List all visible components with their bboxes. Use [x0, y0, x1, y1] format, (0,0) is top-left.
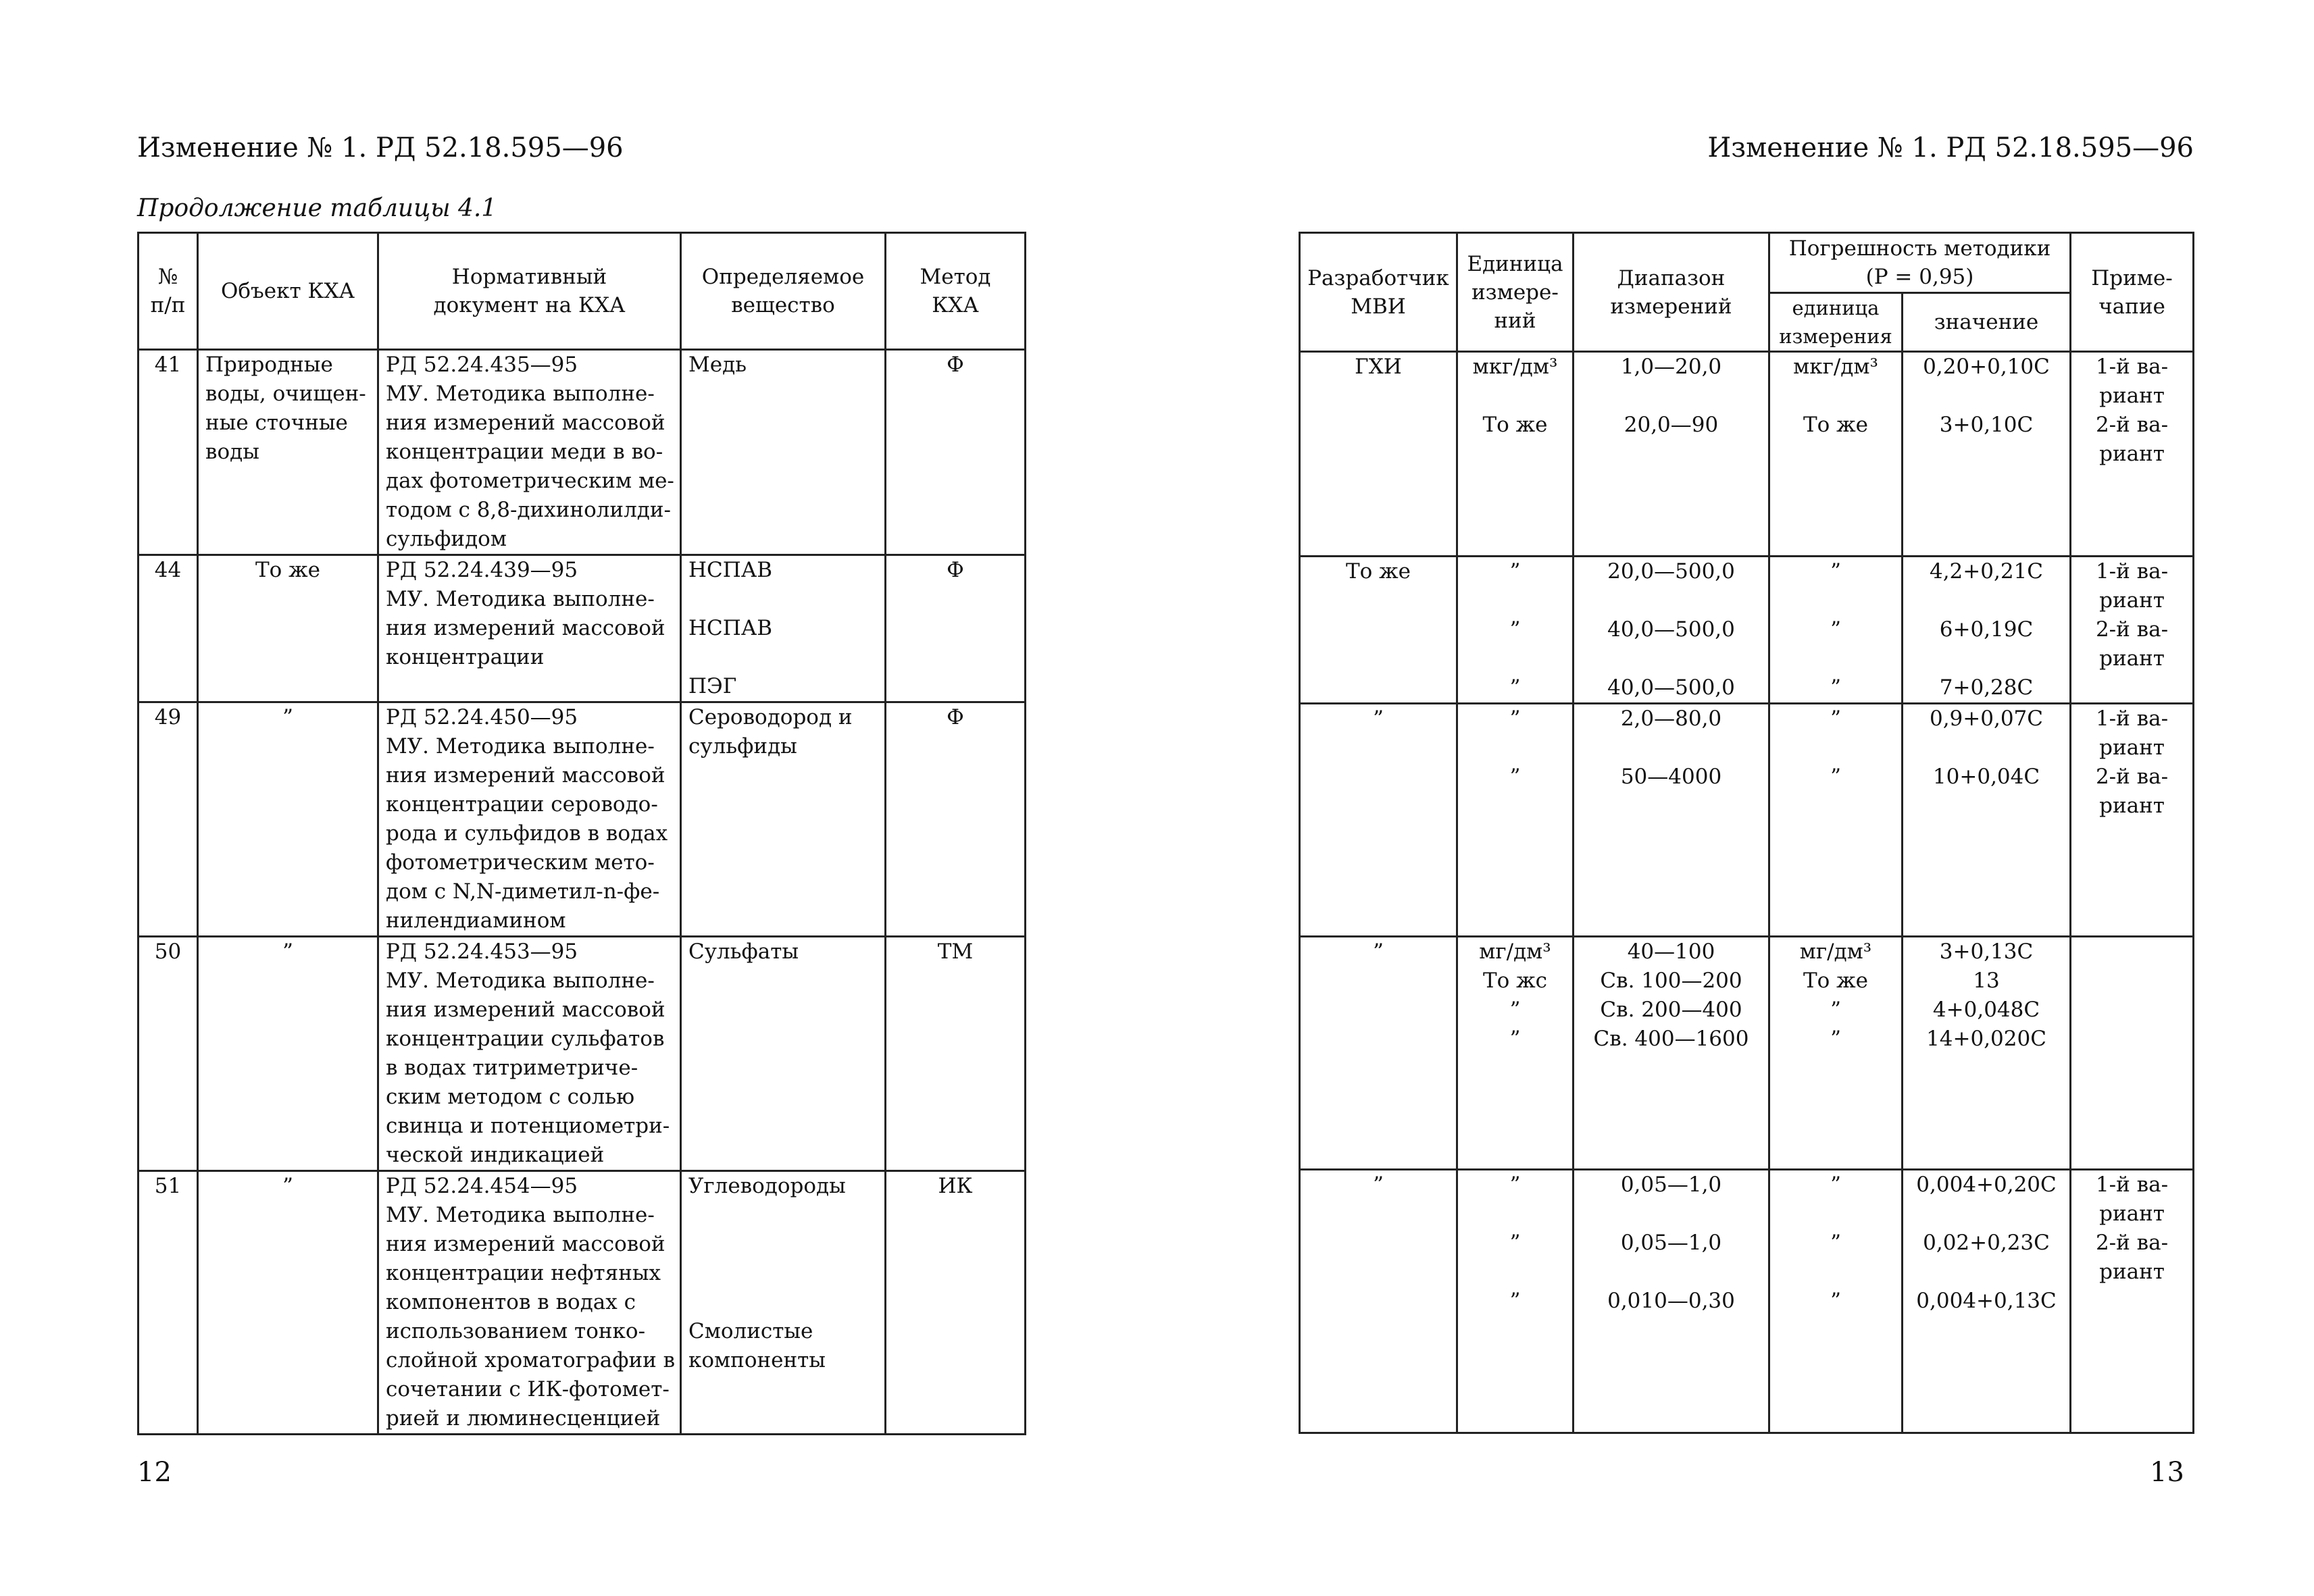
cell-unit-line: ” — [1509, 559, 1521, 584]
cell-error-value-line — [1910, 644, 2063, 673]
cell-error-value-line: 14+0,020C — [1926, 1027, 2046, 1051]
cell-error-value-line: 0,02+0,23C — [1923, 1231, 2050, 1255]
cell-substance-line — [688, 1201, 878, 1230]
cell-unit-line — [1465, 644, 1565, 673]
cell-object-line: воды, очищен- — [205, 382, 366, 406]
cell-range-line — [1581, 644, 1761, 673]
cell-note — [2071, 937, 2194, 1170]
cell-range — [1574, 937, 1769, 1170]
cell-note — [2071, 557, 2194, 704]
cell-error-unit-line: ” — [1830, 1231, 1841, 1255]
cell-doc-line: рией и люминесценцией — [386, 1406, 661, 1431]
cell-error-value — [1903, 937, 2071, 1170]
cell-range-line: 0,05—1,0 — [1620, 1231, 1722, 1255]
cell-object-line: ные сточные — [205, 411, 348, 435]
right-table — [1299, 232, 2194, 1434]
header-num-line: п/п — [150, 293, 186, 317]
cell-doc-line: слойной хроматографии в — [386, 1348, 676, 1372]
cell-doc-line: концентрации сульфатов — [386, 1027, 665, 1051]
cell-error-unit — [1769, 557, 1903, 704]
header-error — [1769, 233, 2071, 293]
header-range-line: Диапазон — [1617, 265, 1726, 290]
cell-error-unit-line: мг/дм³ — [1799, 939, 1872, 964]
cell-error-value-line: 7+0,28C — [1939, 675, 2034, 700]
cell-error-value-line: 0,004+0,20C — [1916, 1173, 2057, 1197]
cell-error-value — [1903, 557, 2071, 704]
cell-doc-line: нилендиамином — [386, 908, 566, 933]
cell-unit-line: ” — [1509, 1289, 1521, 1313]
cell-object — [198, 937, 378, 1171]
cell-unit-line — [1465, 382, 1565, 411]
cell-unit-line: ” — [1509, 706, 1521, 731]
cell-object — [198, 1171, 378, 1435]
cell-error-value-line: 0,9+0,07C — [1929, 706, 2044, 731]
cell-doc — [378, 1171, 681, 1435]
cell-substance-line: Смолистые — [688, 1319, 813, 1343]
cell-developer-line: ГХИ — [1355, 355, 1402, 379]
cell-error-value-line: 10+0,04C — [1932, 765, 2040, 789]
left-table — [137, 232, 1026, 1435]
cell-note-line: 2-й ва- — [2095, 413, 2169, 437]
cell-object-line: ” — [282, 939, 293, 964]
cell-note-line: риант — [2099, 646, 2165, 671]
header-doc-line: документ на КХА — [433, 293, 626, 317]
cell-object-line: ” — [282, 705, 293, 729]
cell-doc-line: ским методом с солью — [386, 1085, 635, 1109]
header-note — [2071, 233, 2194, 352]
cell-doc-line: дом с N,N-диметил-n-фе- — [386, 879, 660, 904]
cell-method-text: ТМ — [937, 939, 974, 964]
cell-doc-line: ния измерений массовой — [386, 998, 665, 1022]
cell-doc-line: МУ. Методика выполне- — [386, 734, 655, 758]
header-doc — [378, 233, 681, 350]
cell-substance-line: Сульфаты — [688, 939, 799, 964]
cell-unit-line: ” — [1509, 675, 1521, 700]
cell-note-line: 1-й ва- — [2095, 559, 2169, 584]
cell-note-line: 1-й ва- — [2095, 355, 2169, 379]
cell-error-value-line: 13 — [1973, 969, 2000, 993]
cell-num-text: 51 — [154, 1174, 182, 1198]
cell-substance-line: Углеводороды — [688, 1174, 846, 1198]
cell-method — [886, 937, 1026, 1171]
cell-error-unit-line — [1777, 733, 1894, 763]
cell-num — [139, 350, 198, 555]
header-substance-line: вещество — [731, 293, 835, 317]
cell-error-unit-line: ” — [1830, 1173, 1841, 1197]
table-row — [139, 702, 1026, 937]
cell-unit — [1457, 704, 1574, 937]
cell-developer-line: ” — [1373, 1173, 1384, 1197]
cell-range — [1574, 704, 1769, 937]
cell-error-unit-line — [1777, 644, 1894, 673]
table-row — [1300, 557, 2194, 704]
cell-substance-line: Медь — [688, 353, 747, 377]
cell-substance — [681, 937, 886, 1171]
cell-range-line: 20,0—500,0 — [1607, 559, 1735, 584]
cell-note-line: 2-й ва- — [2095, 765, 2169, 789]
cell-note-line: риант — [2099, 588, 2165, 613]
page-number-left: 12 — [137, 1457, 172, 1488]
header-object: Объект КХА — [198, 233, 378, 350]
cell-doc-line: ческой индикацией — [386, 1143, 605, 1167]
cell-note-line: 1-й ва- — [2095, 1173, 2169, 1197]
cell-doc-line: МУ. Методика выполне- — [386, 587, 655, 611]
cell-method-text: Ф — [947, 353, 964, 377]
cell-object — [198, 555, 378, 702]
table-row — [139, 350, 1026, 555]
cell-doc — [378, 555, 681, 702]
header-error-unit-line: измерения — [1779, 325, 1892, 348]
cell-note-line: риант — [2099, 442, 2165, 466]
cell-error-value-line: 4,2+0,21C — [1929, 559, 2044, 584]
cell-error-value-line: 4+0,048C — [1932, 998, 2040, 1022]
cell-doc-line: дах фотометрическим ме- — [386, 469, 674, 493]
page-header-left: Изменение № 1. РД 52.18.595—96 — [137, 132, 624, 163]
cell-doc-line: рода и сульфидов в водах — [386, 821, 668, 846]
cell-error-unit-line — [1777, 1200, 1894, 1229]
page-header-right: Изменение № 1. РД 52.18.595—96 — [1707, 132, 2194, 163]
cell-error-unit-line: ” — [1830, 998, 1841, 1022]
header-substance — [681, 233, 886, 350]
cell-error-unit-line: ” — [1830, 675, 1841, 700]
cell-error-unit-line: ” — [1830, 765, 1841, 789]
cell-range-line: 0,010—0,30 — [1607, 1289, 1735, 1313]
cell-error-unit-line: ” — [1830, 706, 1841, 731]
cell-error-value-line: 0,20+0,10C — [1923, 355, 2050, 379]
cell-substance-line: ПЭГ — [688, 674, 737, 698]
cell-substance-line: НСПАВ — [688, 616, 773, 640]
cell-substance-line — [688, 1259, 878, 1288]
cell-num-text: 41 — [154, 353, 182, 377]
cell-error-unit-line: ” — [1830, 617, 1841, 642]
table-caption: Продолжение таблицы 4.1 — [137, 195, 497, 222]
cell-range-line: 1,0—20,0 — [1620, 355, 1722, 379]
header-developer — [1300, 233, 1457, 352]
cell-range-line: 0,05—1,0 — [1620, 1173, 1722, 1197]
cell-object-line: Природные — [205, 353, 333, 377]
cell-developer-line: ” — [1373, 939, 1384, 964]
cell-method-text: Ф — [947, 558, 964, 582]
cell-error-value — [1903, 704, 2071, 937]
header-error-line: (P = 0,95) — [1865, 265, 1974, 289]
cell-note — [2071, 352, 2194, 557]
header-error-unit-line: единица — [1792, 297, 1880, 319]
cell-developer-line: То же — [1345, 559, 1411, 584]
cell-object-line: воды — [205, 440, 259, 464]
cell-developer — [1300, 352, 1457, 557]
cell-unit — [1457, 352, 1574, 557]
cell-num-text: 44 — [154, 558, 182, 582]
cell-error-unit-line — [1777, 1258, 1894, 1287]
cell-error-value — [1903, 1170, 2071, 1433]
table-row — [1300, 1170, 2194, 1433]
cell-unit-line: То же — [1482, 413, 1548, 437]
cell-method — [886, 555, 1026, 702]
cell-num — [139, 555, 198, 702]
header-unit — [1457, 233, 1574, 352]
cell-range-line: Св. 200—400 — [1600, 998, 1742, 1022]
cell-method-text: ИК — [938, 1174, 973, 1198]
cell-range-line — [1581, 382, 1761, 411]
cell-note-line: риант — [2099, 384, 2165, 408]
cell-developer — [1300, 704, 1457, 937]
cell-doc-line: РД 52.24.454—95 — [386, 1174, 578, 1198]
header-substance-line: Определяемое — [701, 265, 865, 289]
table-row — [139, 1171, 1026, 1435]
cell-substance-line — [688, 1230, 878, 1259]
cell-substance — [681, 555, 886, 702]
cell-error-unit-line — [1777, 586, 1894, 615]
cell-substance — [681, 350, 886, 555]
cell-substance-line — [688, 1288, 878, 1317]
cell-error-value-line: 6+0,19C — [1939, 617, 2034, 642]
cell-note-line: 1-й ва- — [2095, 706, 2169, 731]
cell-doc-line: фотометрическим мето- — [386, 850, 655, 875]
cell-range-line: 20,0—90 — [1624, 413, 1719, 437]
cell-range-line: Св. 400—1600 — [1593, 1027, 1749, 1051]
cell-doc-line: концентрации — [386, 645, 545, 669]
header-error-line: Погрешность методики — [1788, 236, 2051, 261]
cell-doc-line: концентрации нефтяных — [386, 1261, 661, 1285]
cell-doc-line: свинца и потенциометри- — [386, 1114, 670, 1138]
cell-doc-line: МУ. Методика выполне- — [386, 969, 655, 993]
cell-unit — [1457, 557, 1574, 704]
cell-substance — [681, 1171, 886, 1435]
cell-unit-line: мкг/дм³ — [1472, 355, 1558, 379]
cell-error-value-line: 0,004+0,13C — [1916, 1289, 2057, 1313]
cell-unit-line: ” — [1509, 1027, 1521, 1051]
cell-unit-line: ” — [1509, 998, 1521, 1022]
cell-error-value-line — [1910, 586, 2063, 615]
cell-method-text: Ф — [947, 705, 964, 729]
cell-range-line: 40—100 — [1627, 939, 1715, 964]
cell-error-value-line — [1910, 1200, 2063, 1229]
header-num — [139, 233, 198, 350]
header-unit-line: измере- — [1472, 280, 1559, 305]
cell-note — [2071, 1170, 2194, 1433]
cell-error-unit-line: ” — [1830, 559, 1841, 584]
cell-num — [139, 1171, 198, 1435]
cell-range — [1574, 557, 1769, 704]
table-row — [1300, 937, 2194, 1170]
cell-unit-line: ” — [1509, 617, 1521, 642]
cell-doc-line: сульфидом — [386, 527, 507, 551]
cell-doc-line: концентрации сероводо- — [386, 792, 658, 817]
header-developer-line: МВИ — [1351, 294, 1406, 319]
table-row — [1300, 704, 2194, 937]
cell-developer-line: ” — [1373, 706, 1384, 731]
table-row — [139, 937, 1026, 1171]
cell-substance — [681, 702, 886, 937]
cell-object — [198, 350, 378, 555]
cell-error-unit — [1769, 1170, 1903, 1433]
cell-note-line: 2-й ва- — [2095, 617, 2169, 642]
cell-note-line: риант — [2099, 1202, 2165, 1226]
cell-note — [2071, 704, 2194, 937]
cell-unit-line — [1465, 1200, 1565, 1229]
header-range-line: измерений — [1610, 294, 1732, 319]
cell-object-line: То же — [255, 558, 321, 582]
cell-doc-line: РД 52.24.435—95 — [386, 353, 578, 377]
table-row — [139, 555, 1026, 702]
page-number-right: 13 — [2150, 1457, 2184, 1488]
cell-error-unit-line: То же — [1803, 969, 1869, 993]
cell-doc — [378, 702, 681, 937]
cell-unit-line — [1465, 1258, 1565, 1287]
cell-developer — [1300, 557, 1457, 704]
cell-unit-line — [1465, 586, 1565, 615]
cell-range-line: 50—4000 — [1620, 765, 1722, 789]
cell-doc-line: РД 52.24.450—95 — [386, 705, 578, 729]
header-doc-line: Нормативный — [451, 265, 607, 289]
cell-substance-line: НСПАВ — [688, 558, 773, 582]
cell-error-unit-line: ” — [1830, 1027, 1841, 1051]
cell-doc-line: в водах титриметриче- — [386, 1056, 638, 1080]
cell-range-line — [1581, 1258, 1761, 1287]
cell-doc-line: РД 52.24.439—95 — [386, 558, 578, 582]
cell-note-line: риант — [2099, 794, 2165, 818]
cell-method — [886, 1171, 1026, 1435]
cell-object — [198, 702, 378, 937]
cell-error-unit-line: мкг/дм³ — [1793, 355, 1878, 379]
cell-unit-line: ” — [1509, 765, 1521, 789]
cell-error-value-line — [1910, 1258, 2063, 1287]
cell-method — [886, 702, 1026, 937]
header-unit-line: ний — [1494, 308, 1536, 333]
cell-error-value-line: 3+0,13C — [1939, 939, 2034, 964]
cell-range-line: Св. 100—200 — [1600, 969, 1742, 993]
cell-error-unit — [1769, 704, 1903, 937]
cell-doc-line: МУ. Методика выполне- — [386, 382, 655, 406]
cell-error-unit — [1769, 352, 1903, 557]
cell-substance-line — [688, 643, 878, 672]
cell-num — [139, 702, 198, 937]
cell-range — [1574, 1170, 1769, 1433]
cell-error-unit-line: ” — [1830, 1289, 1841, 1313]
cell-doc-line: ния измерений массовой — [386, 1232, 665, 1256]
cell-error-unit-line — [1777, 382, 1894, 411]
cell-doc-line: компонентов в водах с — [386, 1290, 636, 1314]
cell-substance-line: Сероводород и — [688, 705, 853, 729]
cell-substance-line: сульфиды — [688, 734, 797, 758]
cell-doc — [378, 937, 681, 1171]
cell-note-line: 2-й ва- — [2095, 1231, 2169, 1255]
cell-range-line — [1581, 586, 1761, 615]
cell-doc-line: ния измерений массовой — [386, 616, 665, 640]
cell-doc-line: сочетании с ИК-фотомет- — [386, 1377, 670, 1401]
cell-substance-line: компоненты — [688, 1348, 826, 1372]
cell-num-text: 49 — [154, 705, 182, 729]
cell-doc-line: концентрации меди в во- — [386, 440, 663, 464]
cell-doc-line: ния измерений массовой — [386, 411, 665, 435]
cell-error-unit-line: То же — [1803, 413, 1869, 437]
cell-doc-line: МУ. Методика выполне- — [386, 1203, 655, 1227]
cell-developer — [1300, 1170, 1457, 1433]
cell-num-text: 50 — [154, 939, 182, 964]
cell-unit-line: ” — [1509, 1231, 1521, 1255]
cell-unit-line: ” — [1509, 1173, 1521, 1197]
header-method: Метод КХА — [886, 233, 1026, 350]
cell-unit-line — [1465, 733, 1565, 763]
cell-error-value-line — [1910, 733, 2063, 763]
cell-note-line: риант — [2099, 1260, 2165, 1284]
cell-note-line: риант — [2099, 736, 2165, 760]
cell-range-line — [1581, 733, 1761, 763]
cell-error-value — [1903, 352, 2071, 557]
cell-developer — [1300, 937, 1457, 1170]
cell-unit — [1457, 1170, 1574, 1433]
cell-range-line — [1581, 1200, 1761, 1229]
table-row — [1300, 352, 2194, 557]
cell-doc-line: использованием тонко- — [386, 1319, 646, 1343]
cell-range-line: 40,0—500,0 — [1607, 675, 1735, 700]
cell-num — [139, 937, 198, 1171]
cell-error-value-line: 3+0,10C — [1939, 413, 2034, 437]
cell-doc-line: РД 52.24.453—95 — [386, 939, 578, 964]
cell-object-line: ” — [282, 1174, 293, 1198]
cell-error-value-line — [1910, 382, 2063, 411]
cell-unit-line: То жс — [1482, 969, 1548, 993]
cell-doc-line: ния измерений массовой — [386, 763, 665, 788]
cell-method — [886, 350, 1026, 555]
cell-unit — [1457, 937, 1574, 1170]
header-num-line: № — [157, 265, 178, 289]
cell-doc — [378, 350, 681, 555]
header-unit-line: Единица — [1467, 251, 1563, 276]
header-error-value: значение — [1903, 293, 2071, 352]
header-range — [1574, 233, 1769, 352]
cell-unit-line: мг/дм³ — [1479, 939, 1551, 964]
header-developer-line: Разработчик — [1307, 265, 1449, 290]
header-note-line: чапие — [2098, 294, 2165, 319]
cell-error-unit — [1769, 937, 1903, 1170]
cell-doc-line: тодом с 8,8-дихинолилди- — [386, 498, 672, 522]
header-error-unit — [1769, 293, 1903, 352]
cell-range-line: 2,0—80,0 — [1620, 706, 1722, 731]
cell-range-line: 40,0—500,0 — [1607, 617, 1735, 642]
cell-substance-line — [688, 585, 878, 614]
cell-range — [1574, 352, 1769, 557]
header-note-line: Приме- — [2091, 265, 2173, 290]
